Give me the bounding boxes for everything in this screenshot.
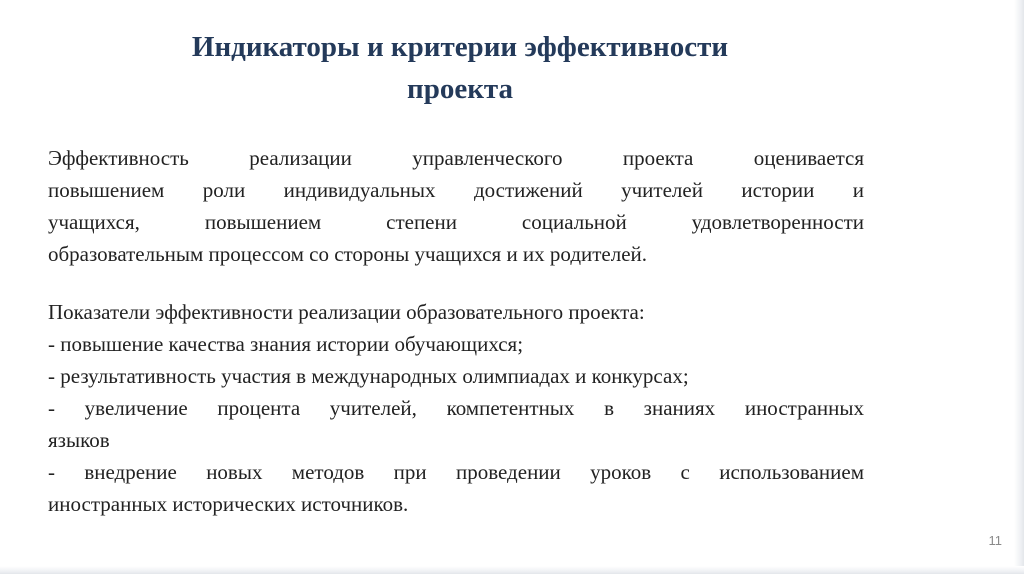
slide-body xyxy=(48,142,864,520)
list-item-continuation: иностранных исторических источников. xyxy=(48,492,409,516)
list-heading: Показатели эффективности реализации образовательного проекта: xyxy=(48,300,645,324)
paragraph-effectiveness xyxy=(48,142,864,270)
slide-title xyxy=(160,26,760,110)
slide-edge-shadow-right xyxy=(1014,0,1024,574)
page-number: 11 xyxy=(988,533,1002,548)
paragraph-indicators xyxy=(48,296,864,520)
paragraph-line: повышением роли индивидуальных достижений учителей истории и xyxy=(48,178,864,202)
slide-title-line-1: Индикаторы и критерии эффективности xyxy=(191,31,729,63)
list-item: - результативность участия в международных олимпиадах и конкурсах; xyxy=(48,364,689,388)
paragraph-spacer xyxy=(48,270,864,296)
paragraph-line: Эффективность реализации управленческого проекта оценивается xyxy=(48,146,864,170)
list-item: - повышение качества знания истории обучающихся; xyxy=(48,332,524,356)
list-item-continuation: языков xyxy=(48,428,110,452)
slide-edge-shadow-bottom xyxy=(0,566,1024,574)
slide-title-line-2: проекта xyxy=(406,73,514,105)
list-item: - внедрение новых методов при проведении уроков с использованием xyxy=(48,460,864,484)
paragraph-line: учащихся, повышением степени социальной удовлетворенности xyxy=(48,210,864,234)
list-item: - увеличение процента учителей, компетентных в знаниях иностранных xyxy=(48,396,864,420)
paragraph-line: образовательным процессом со стороны учащихся и их родителей. xyxy=(48,242,648,266)
